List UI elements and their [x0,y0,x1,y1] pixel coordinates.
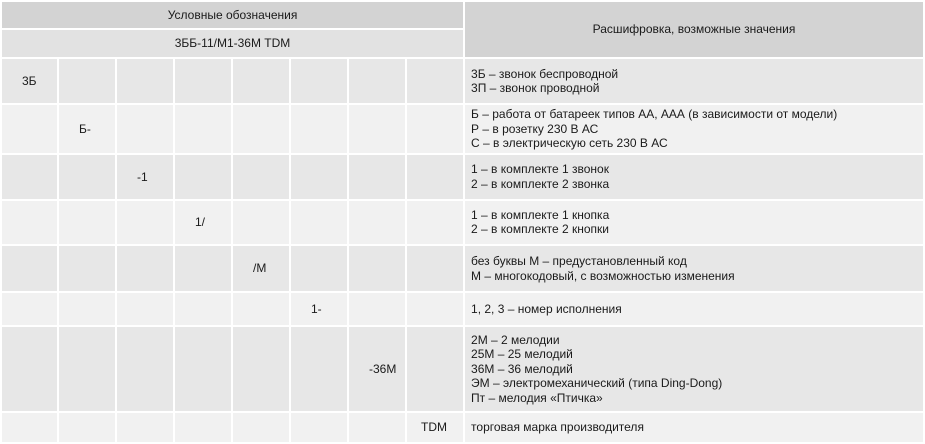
description-line: ЭМ – электромеханический (типа Ding-Dong) [471,376,723,391]
table-row [2,246,923,291]
description-cell [465,413,923,442]
description-line: М – многокодовый, с возможностью изменения [471,268,735,283]
description-line: 2М – 2 мелодии [471,332,560,347]
description-line: 2 – в комплекте 2 кнопки [471,222,610,237]
table-row [2,155,923,199]
code-cell: TDM [407,413,463,442]
description-cell [465,327,923,410]
model-code: 3ББ-11/М1-36М TDM [2,30,463,56]
table-row [2,293,923,325]
description-line: Р – в розетку 230 В АС [471,121,599,136]
table-row [2,105,923,153]
code-cell: 1- [291,293,347,325]
description-line: 1, 2, 3 – номер исполнения [471,301,622,316]
description-line: 2 – в комплекте 2 звонка [471,176,610,191]
legend-title: Условные обозначения [2,2,463,28]
description-line: 1 – в комплекте 1 кнопка [471,207,610,222]
description-line: 1 – в комплекте 1 звонок [471,162,609,177]
description-cell [465,155,923,199]
description-line: 3П – звонок проводной [471,81,600,96]
description-line: С – в электрическую сеть 230 В АС [471,136,668,151]
description-line: 3Б – звонок беспроводной [471,66,619,81]
decoding-title: Расшифровка, возможные значения [465,2,923,57]
code-cell: -1 [117,155,173,199]
description-line: торговая марка производителя [471,420,644,434]
description-cell [465,105,923,153]
description-cell [465,246,923,291]
code-cell: 1/ [175,201,231,245]
table-row [2,413,923,442]
code-cell: /М [233,246,289,291]
description-cell [465,59,923,104]
description-line: без буквы М – предустановленный код [471,254,687,269]
code-cell: Б- [59,105,115,153]
description-cell [465,293,923,325]
table-row [2,327,923,410]
code-cell: 3Б [2,59,57,104]
table-row [2,59,923,104]
description-line: 25М – 25 мелодий [471,347,573,362]
description-line: Б – работа от батареек типов АА, ААА (в зависимости от модели) [471,107,838,122]
description-line: Пт – мелодия «Птичка» [471,390,603,405]
table-row [2,201,923,245]
code-cell: -36М [349,327,405,410]
description-line: 36М – 36 мелодий [471,361,573,376]
description-cell [465,201,923,245]
